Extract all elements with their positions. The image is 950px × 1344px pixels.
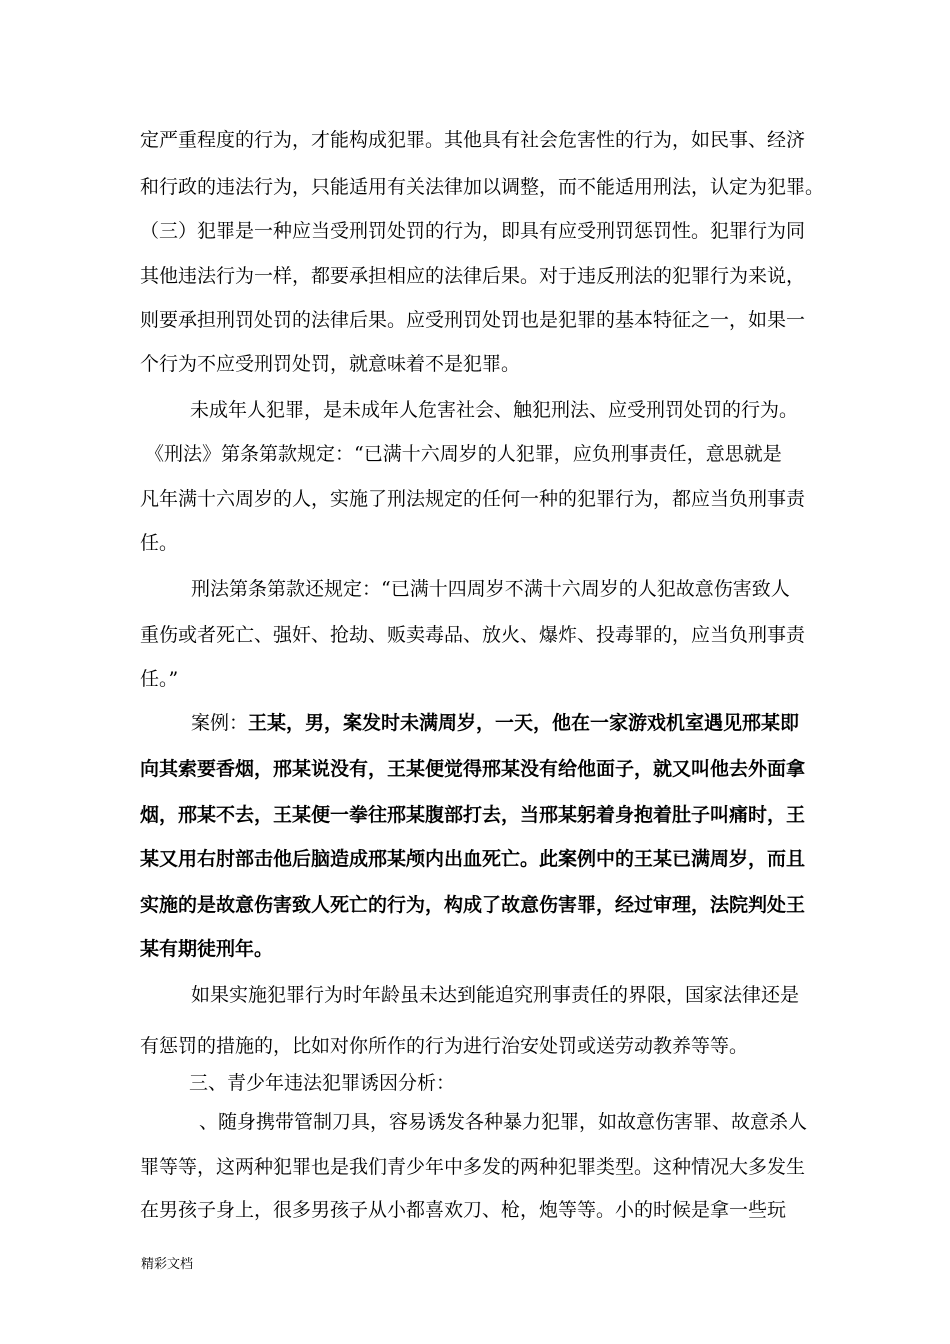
text-line: 重伤或者死亡、强奸、抢劫、贩卖毒品、放火、爆炸、投毒罪的，应当负刑事责 — [140, 624, 806, 646]
text-line: 刑法第条第款还规定：“已满十四周岁不满十六周岁的人犯故意伤害致人 — [191, 578, 790, 600]
case-line: 实施的是故意伤害致人死亡的行为，构成了故意伤害罪，经过审理，法院判处王 — [140, 894, 806, 916]
section-heading: 三、青少年违法犯罪诱因分析： — [189, 1072, 456, 1094]
text-line: 任。” — [140, 668, 179, 690]
case-label: 案例： — [191, 712, 249, 734]
text-line: 凡年满十六周岁的人，实施了刑法规定的任何一种的犯罪行为，都应当负刑事责 — [140, 488, 806, 510]
text-line: 有惩罚的措施的，比如对你所作的行为进行治安处罚或送劳动教养等等。 — [140, 1035, 749, 1057]
text-line: 个行为不应受刑罚处罚，就意味着不是犯罪。 — [140, 353, 521, 375]
case-line — [191, 711, 799, 735]
case-line: 向其索要香烟，邢某说没有，王某便觉得邢某没有给他面子，就又叫他去外面拿 — [140, 758, 806, 780]
text-line: 定严重程度的行为，才能构成犯罪。其他具有社会危害性的行为，如民事、经济 — [140, 129, 806, 151]
case-line: 某又用右肘部击他后脑造成邢某颅内出血死亡。此案例中的王某已满周岁，而且 — [140, 848, 806, 870]
text-line: 和行政的违法行为，只能适用有关法律加以调整，而不能适用刑法，认定为犯罪。 — [140, 176, 825, 198]
text-line: 、随身携带管制刀具，容易诱发各种暴力犯罪，如故意伤害罪、故意杀人 — [199, 1111, 808, 1133]
case-line: 烟，邢某不去，王某便一拳往邢某腹部打去，当邢某躬着身抱着肚子叫痛时，王 — [140, 804, 806, 826]
text-line: 则要承担刑罚处罚的法律后果。应受刑罚处罚也是犯罪的基本特征之一，如果一 — [140, 309, 806, 331]
text-line: 罪等等，这两种犯罪也是我们青少年中多发的两种犯罪类型。这种情况大多发生 — [140, 1156, 806, 1178]
text-line: 在男孩子身上，很多男孩子从小都喜欢刀、枪，炮等等。小的时候是拿一些玩 — [140, 1199, 787, 1221]
text-line: 《刑法》第条第款规定：“已满十六周岁的人犯罪，应负刑事责任，意思就是 — [145, 443, 782, 465]
text-line: 如果实施犯罪行为时年龄虽未达到能追究刑事责任的界限，国家法律还是 — [191, 984, 800, 1006]
case-text: 王某，男，案发时未满周岁，一天，他在一家游戏机室遇见邢某即 — [248, 712, 800, 734]
case-line: 某有期徒刑年。 — [140, 938, 274, 960]
footer-label: 精彩文档 — [141, 1257, 194, 1272]
text-line: （三）犯罪是一种应当受刑罚处罚的行为，即具有应受刑罚惩罚性。犯罪行为同 — [140, 220, 806, 242]
text-line: 任。 — [140, 532, 179, 554]
text-line: 未成年人犯罪，是未成年人危害社会、触犯刑法、应受刑罚处罚的行为。 — [190, 399, 799, 421]
text-line: 其他违法行为一样，都要承担相应的法律后果。对于违反刑法的犯罪行为来说， — [140, 265, 806, 287]
